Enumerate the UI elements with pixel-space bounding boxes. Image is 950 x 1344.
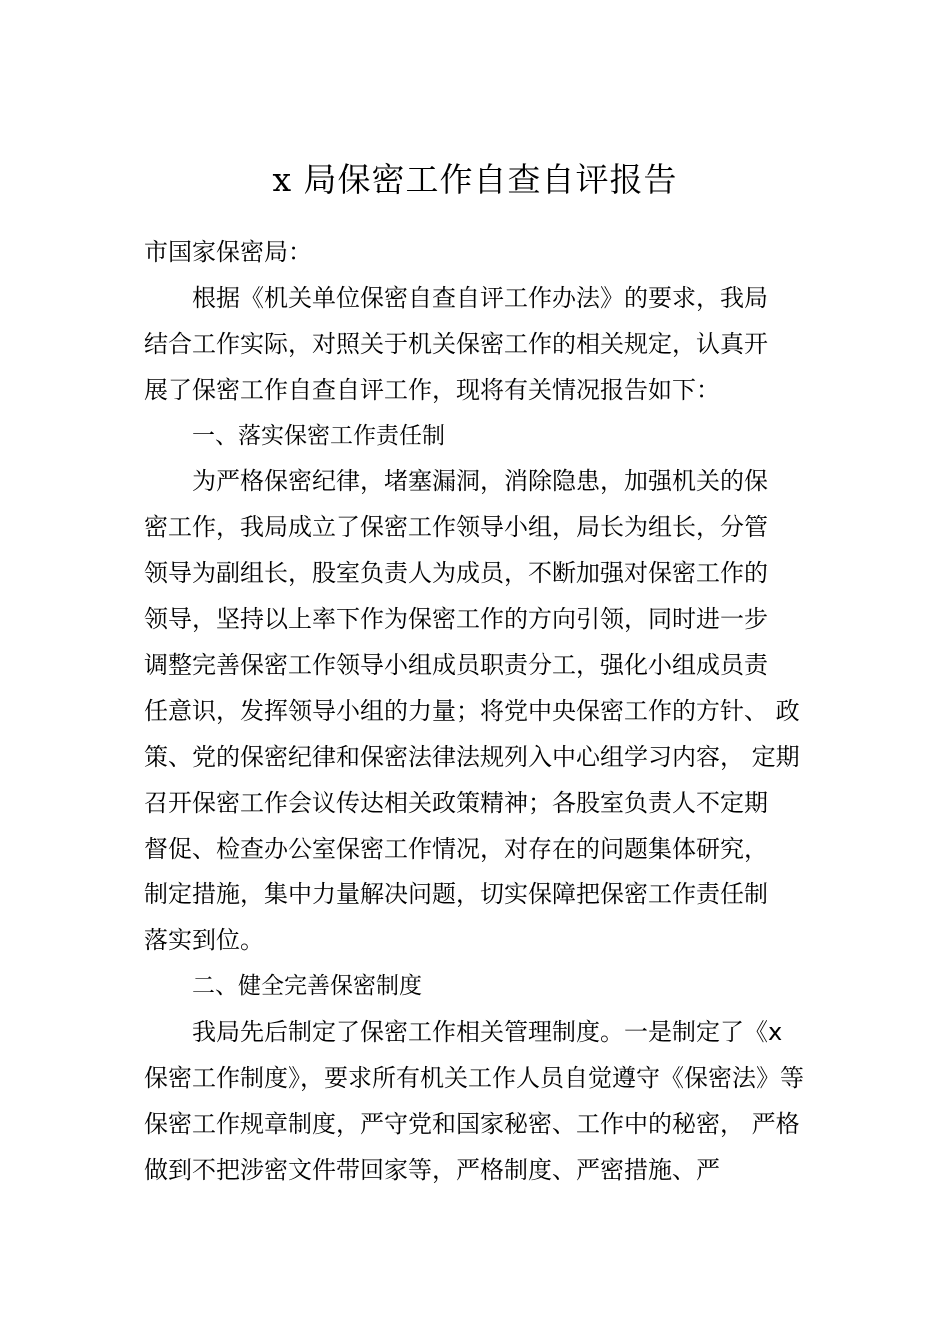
- salutation: 市国家保密局：: [144, 238, 312, 266]
- paragraph-line: 保密工作规章制度，严守党和国家秘密、工作中的秘密， 严格: [144, 1109, 800, 1138]
- paragraph-line: 制定措施，集中力量解决问题，切实保障把保密工作责任制: [144, 880, 768, 909]
- document-body: [144, 230, 816, 1194]
- document-title: x 局保密工作自查自评报告: [272, 160, 678, 199]
- paragraph-line: 策、党的保密纪律和保密法律法规列入中心组学习内容， 定期: [144, 742, 800, 771]
- section-heading: 一、落实保密工作责任制: [192, 422, 445, 449]
- paragraph-line: 为严格保密纪律，堵塞漏洞，消除隐患，加强机关的保: [192, 467, 768, 496]
- paragraph-line: 根据《机关单位保密自查自评工作办法》的要求，我局: [192, 283, 768, 312]
- paragraph-line: 领导，坚持以上率下作为保密工作的方向引领，同时进一步: [144, 605, 768, 634]
- section-heading: 二、健全完善保密制度: [192, 973, 422, 1000]
- paragraph-line: 密工作，我局成立了保密工作领导小组，局长为组长，分管: [144, 513, 768, 542]
- paragraph-line: 展了保密工作自查自评工作，现将有关情况报告如下：: [144, 375, 720, 404]
- paragraph-line: 任意识，发挥领导小组的力量；将党中央保密工作的方针、 政: [144, 696, 800, 725]
- paragraph-line: 落实到位。: [144, 926, 264, 955]
- paragraph-line: 结合工作实际，对照关于机关保密工作的相关规定，认真开: [144, 329, 768, 358]
- paragraph-line: 做到不把涉密文件带回家等，严格制度、严密措施、严: [144, 1155, 720, 1184]
- paragraph-line: 保密工作制度》，要求所有机关工作人员自觉遵守《保密法》等: [144, 1064, 804, 1093]
- paragraph-line: 召开保密工作会议传达相关政策精神；各股室负责人不定期: [144, 788, 768, 817]
- paragraph-line: 我局先后制定了保密工作相关管理制度。一是制定了《x: [192, 1018, 783, 1047]
- paragraph-line: 调整完善保密工作领导小组成员职责分工，强化小组成员责: [144, 651, 768, 680]
- paragraph-line: 领导为副组长，股室负责人为成员，不断加强对保密工作的: [144, 559, 768, 588]
- paragraph-line: 督促、检查办公室保密工作情况，对存在的问题集体研究，: [144, 834, 768, 863]
